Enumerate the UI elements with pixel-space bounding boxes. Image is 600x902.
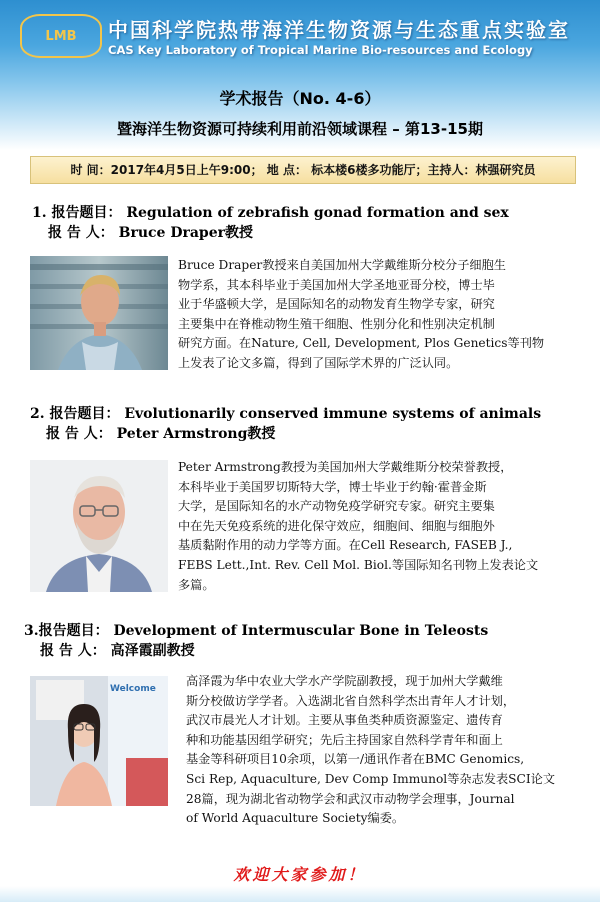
talk-2-bio [178, 458, 584, 595]
lab-logo: LMB [20, 14, 102, 58]
talk-3-bio [186, 672, 584, 829]
bio-line: 种和功能基因组学研究；先后主持国家自然科学青年和面上 [186, 732, 503, 747]
bio-line: FEBS Lett.,Int. Rev. Cell Mol. Biol.等国际知名刊物上发表论文 [178, 557, 539, 572]
lab-name-en: CAS Key Laboratory of Tropical Marine Bio-resources and Ecology [108, 43, 533, 57]
talk-2-speaker: 报 告 人： Peter Armstrong教授 [46, 426, 276, 442]
bio-line: 业于华盛顿大学，是国际知名的动物发育生物学专家，研究 [178, 297, 495, 312]
bio-line: 研究方面。在Nature, Cell, Development, Plos Genetics等刊物 [178, 336, 545, 351]
bio-line: 本科毕业于美国罗切斯特大学，博士毕业于约翰·霍普金斯 [178, 479, 487, 494]
lab-name-cn: 中国科学院热带海洋生物资源与生态重点实验室 [108, 18, 570, 42]
welcome-message: 欢迎大家参加！ [233, 865, 367, 884]
bio-line: Bruce Draper教授来自美国加州大学戴维斯分校分子细胞生 [178, 258, 506, 272]
talk-3-speaker: 报 告 人： 高泽霞副教授 [40, 643, 195, 659]
bio-line: Peter Armstrong教授为美国加州大学戴维斯分校荣誉教授， [178, 460, 513, 474]
bio-line: 28篇，现为湖北省动物学会和武汉市动物学会理事，Journal [186, 791, 515, 806]
bio-line: 物学系，其本科毕业于美国加州大学圣地亚哥分校，博士毕 [178, 277, 495, 292]
bio-line: 武汉市晨光人才计划。主要从事鱼类种质资源鉴定、遗传育 [186, 713, 503, 728]
bio-line: 上发表了论文多篇，得到了国际学术界的广泛认同。 [178, 355, 459, 370]
bio-line: 高泽霞为华中农业大学水产学院副教授，现于加州大学戴维 [186, 674, 503, 688]
course-title: 暨海洋生物资源可持续利用前沿领域课程 – 第13-15期 [117, 120, 483, 138]
talk-1-title: 1. 报告题目： Regulation of zebrafish gonad formation and sex [32, 205, 509, 221]
footer-bar [0, 886, 600, 902]
bio-line: 基质黏附作用的动力学等方面。在Cell Research, FASEB J., [178, 538, 513, 553]
bio-line: 中在先天免疫系统的进化保守效应，细胞间、细胞与细胞外 [178, 518, 495, 533]
talk-3-speaker-photo [30, 676, 168, 806]
bio-line: 主要集中在脊椎动物生殖干细胞、性别分化和性别决定机制 [178, 316, 495, 331]
bio-line: 斯分校做访学学者。入选湖北省自然科学杰出青年人才计划， [186, 693, 516, 708]
talk-2-title: 2. 报告题目： Evolutionarily conserved immune systems of animals [30, 406, 542, 422]
bio-line: Sci Rep, Aquaculture, Dev Comp Immunol等杂志发表SCI论文 [186, 771, 556, 786]
report-title: 学术报告（No. 4-6） [219, 89, 381, 108]
bio-line: 基金等科研项目10余项，以第一/通讯作者在BMC Genomics, [186, 752, 525, 767]
talk-3-title: 3.报告题目： Development of Intermuscular Bone in Teleosts [24, 623, 489, 639]
talk-1-speaker: 报 告 人： Bruce Draper教授 [48, 225, 253, 241]
talk-1-speaker-photo [30, 256, 168, 370]
bio-line: of World Aquaculture Society编委。 [186, 811, 405, 826]
bio-line: 多篇。 [178, 577, 215, 592]
photo-welcome-sign: Welcome [110, 684, 156, 694]
talk-2-speaker-photo [30, 460, 168, 592]
bio-line: 大学，是国际知名的水产动物免疫学研究专家。研究主要集 [178, 499, 495, 514]
talk-1-bio [178, 256, 584, 374]
time-location-bar: 时 间：2017年4月5日上午9:00； 地 点： 标本楼6楼多功能厅；主持人：林强研究员 [30, 156, 576, 184]
